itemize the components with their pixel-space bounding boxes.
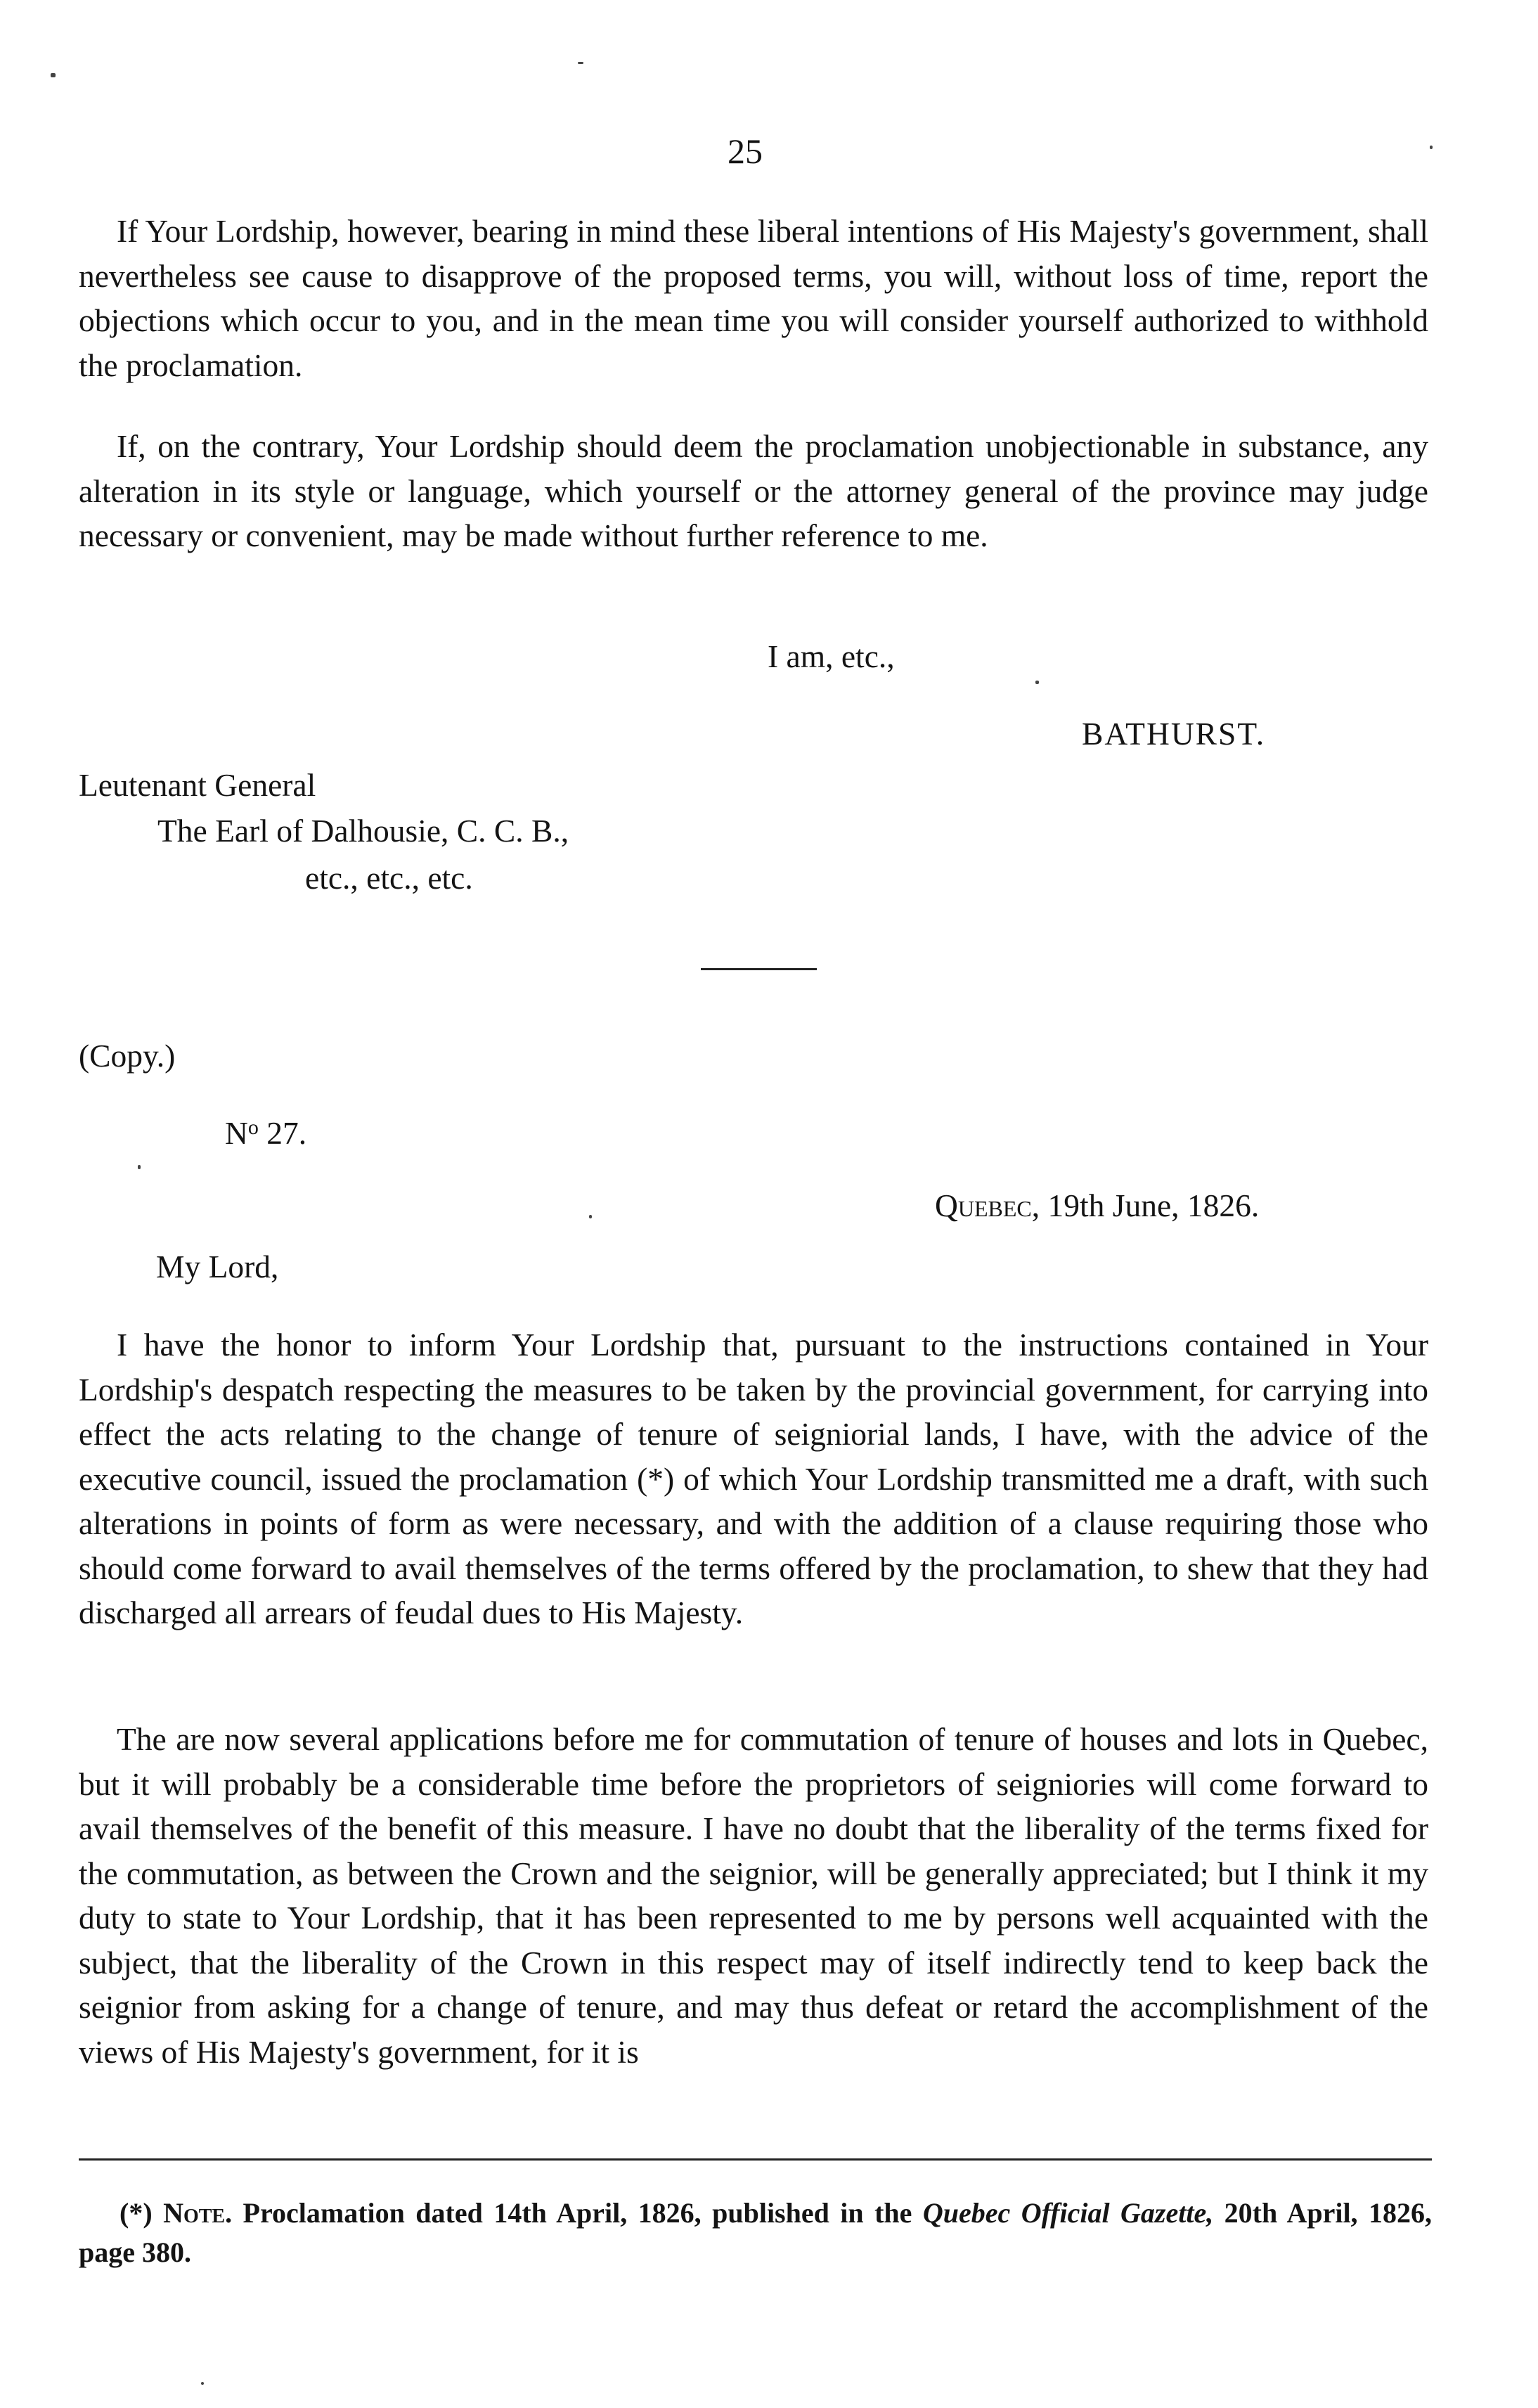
letter1-paragraph-1: If Your Lordship, however, bearing in mind these liberal intentions of His Majesty's government, shall nevertheless see cause to disapprove of the proposed terms, you will, without loss of time, report the objections which occur to you, and in the mean time you will consider yourself authorized to withhold the proclamation. (79, 213, 1428, 383)
footnote-marker: (*) (119, 2197, 164, 2229)
signature: BATHURST. (1082, 716, 1266, 752)
footnote-text-after: 20th April, 1826, page 380. (79, 2197, 1432, 2268)
copy-label: (Copy.) (79, 1038, 176, 1074)
print-speck (51, 73, 56, 77)
print-speck (589, 1215, 592, 1218)
addressee-name: The Earl of Dalhousie, C. C. B., (157, 813, 569, 849)
place-date (935, 1187, 1259, 1224)
page-number: 25 (728, 131, 763, 171)
letter1-paragraph-2: If, on the contrary, Your Lordship should deem the proclamation unobjectionable in substance, any alteration in its style or language, which yourself or the attorney general of the province may judge necessary or convenient, may be made without further reference to me. (79, 428, 1428, 553)
print-speck (1035, 681, 1039, 684)
letter-number-prefix: N (225, 1115, 248, 1151)
footnote-text-before: Proclamation dated 14th April, 1826, published in the (232, 2197, 923, 2229)
print-speck (138, 1165, 141, 1169)
letter-number (225, 1114, 306, 1152)
addressee-etc: etc., etc., etc. (305, 860, 473, 896)
print-speck (578, 62, 583, 64)
footnote-publication: Quebec Official Gazette, (922, 2197, 1214, 2229)
salutation: My Lord, (156, 1249, 279, 1285)
section-divider (701, 968, 817, 970)
closing-line: I am, etc., (768, 638, 895, 674)
footnote (79, 2194, 1432, 2272)
letter2-paragraph-1: I have the honor to inform Your Lordship that, pursuant to the instructions contained in Your Lordship's despatch respecting the measures to be taken by the provincial government, for carrying into effect the acts relating to the change of tenure of seigniorial lands, I have, with the advice of the executive council, issued the proclamation (*) of which Your Lordship transmitted me a draft, with such alterations in points of form as were necessary, and with the addition of a clause requiring those who should come forward to avail themselves of the terms offered by the proclamation, to shew that they had discharged all arrears of feudal dues to His Majesty. (79, 1327, 1428, 1630)
footnote-rule (79, 2158, 1432, 2161)
footnote-label: Note. (163, 2197, 233, 2229)
letter-number-sup: o (247, 1116, 259, 1139)
place: Quebec, (935, 1187, 1040, 1223)
addressee-title: Leutenant General (79, 767, 316, 803)
letter-number-value: 27. (258, 1115, 307, 1151)
print-speck (1430, 146, 1433, 149)
letter2-paragraph-2: The are now several applications before me for commutation of tenure of houses and lots in Quebec, but it will probably be a considerable time before the proprietors of seigniories will come forward to avail themselves of the benefit of this measure. I have no doubt that the liberality of the terms fixed for the commutation, as between the Crown and the seignior, will be generally appreciated; but I think it my duty to state to Your Lordship, that it has been represented to me by persons well acquainted with the subject, that the liberality of the Crown in this respect may of itself indirectly tend to keep back the seignior from asking for a change of tenure, and may thus defeat or retard the accomplishment of the views of His Majesty's government, for it is (79, 1721, 1428, 2070)
print-speck (201, 2382, 204, 2385)
date: 19th June, 1826. (1040, 1187, 1260, 1223)
